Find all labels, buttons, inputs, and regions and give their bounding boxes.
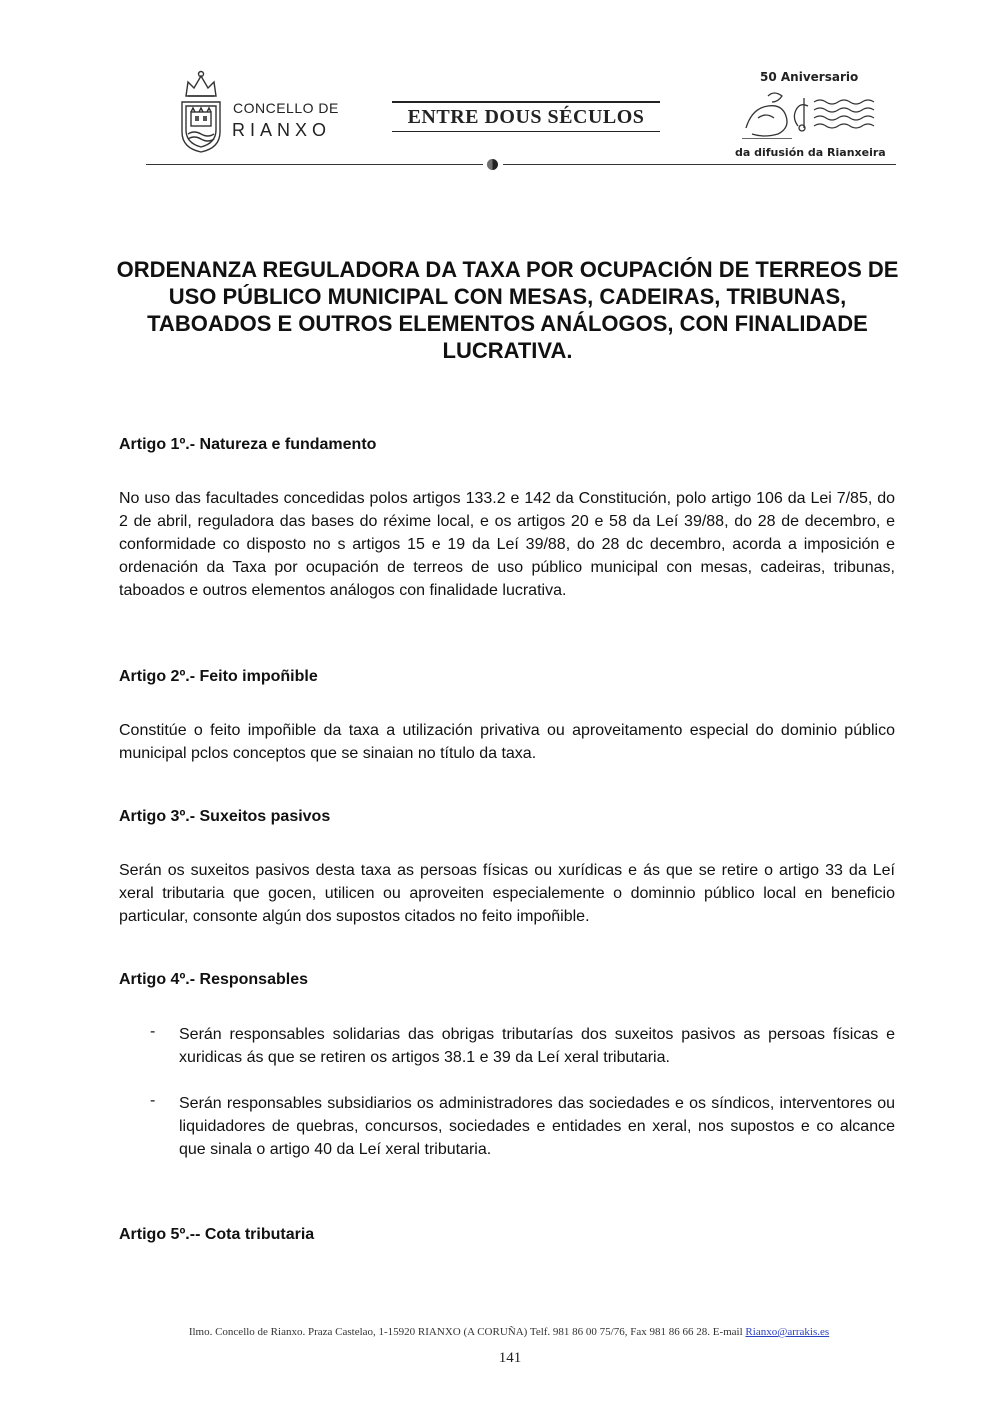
anniversary-title: 50 Aniversario (760, 70, 859, 84)
footer-email-link[interactable]: Rianxo@arrakis.es (745, 1326, 830, 1338)
footer (119, 1326, 899, 1338)
article-3-text: Serán os suxeitos pasivos desta taxa as persoas físicas ou xurídicas e ás que se retire o artigo 33 da Leí xeral tributaria que gocen, utilicen ou aproveiten especialemente o dominnio público local en beneficio particular, consonte algún dos supostos citados no feito impoñible. (119, 862, 895, 925)
center-header-bottom-rule (392, 131, 660, 132)
article-2-heading: Artigo 2º.- Feito impoñible (119, 668, 318, 685)
center-header-top-rule (392, 101, 660, 103)
article-1-text: No uso das facultades concedidas polos artigos 133.2 e 142 da Constitución, polo artigo 106 da Lei 7/85, do 2 de abril, reguladora das bases do réxime local, e os artigos 20 e 58 da Leí 39/88, do 28 de decembro, e conformidade co disposto no s artigos 15 e 19 da Leí 39/88, do 28 dc decembro, acorda a imposición e ordenación da Taxa por ocupación de terreos de uso público municipal con mesas, cadeiras, tribunas, taboados e outros elementos análogos con finalidade lucrativa. (119, 490, 895, 599)
concello-label: CONCELLO DE (233, 100, 339, 116)
anniversary-illustration-icon (738, 88, 878, 144)
document-title: ORDENANZA REGULADORA DA TAXA POR OCUPACIÓN DE TERREOS DE USO PÚBLICO MUNICIPAL CON MESAS, CADEIRAS, TRIBUNAS, TABOADOS E OUTROS ELEMENTOS ANÁLOGOS, CON FINALIDADE LUCRATIVA. (116, 257, 899, 363)
article-1-heading: Artigo 1º.- Natureza e fundamento (119, 436, 377, 453)
bullet-marker: - (150, 1092, 156, 1109)
article-2-text: Constitúe o feito impoñible da taxa a utilización privativa ou aproveitamento especial do dominio público municipal pclos conceptos que se sinaian no título da taxa. (119, 722, 895, 762)
article-4-heading: Artigo 4º.- Responsables (119, 971, 308, 988)
page-number: 141 (498, 1350, 522, 1366)
header-divider-right (503, 164, 896, 165)
divider-ornament-icon (486, 158, 499, 171)
bullet-marker: - (150, 1023, 156, 1040)
article-4-bullet-1: Serán responsables solidarias das obrigas tributarías dos suxeitos pasivos as persoas físicas e xuridicas ás que se retiren os artigos 38.1 e 39 da Leí xeral tributaria. (179, 1026, 895, 1066)
center-header-title: ENTRE DOUS SÉCULOS (407, 106, 645, 128)
article-4-bullet-2: Serán responsables subsidiarios os administradores das sociedades e os síndicos, interventores ou liquidadores de quebras, concursos, sociedades e entidades en xeral, nos supostos e co alcance que sinala o artigo 40 da Leí xeral tributaria. (179, 1095, 895, 1158)
coat-of-arms-icon (176, 70, 226, 156)
header-divider-left (146, 164, 483, 165)
center-header (392, 101, 660, 132)
rianxo-label: RIANXO (232, 120, 332, 140)
footer-address: Ilmo. Concello de Rianxo. Praza Castelao, 1-15920 RIANXO (A CORUÑA) Telf. 981 86 00 75/76, Fax 981 86 66 28. E-mail (188, 1326, 743, 1338)
article-5-heading: Artigo 5º.-- Cota tributaria (119, 1226, 315, 1243)
anniversary-subtitle: da difusión da Rianxeira (735, 146, 886, 159)
article-3-heading: Artigo 3º.- Suxeitos pasivos (119, 808, 331, 825)
